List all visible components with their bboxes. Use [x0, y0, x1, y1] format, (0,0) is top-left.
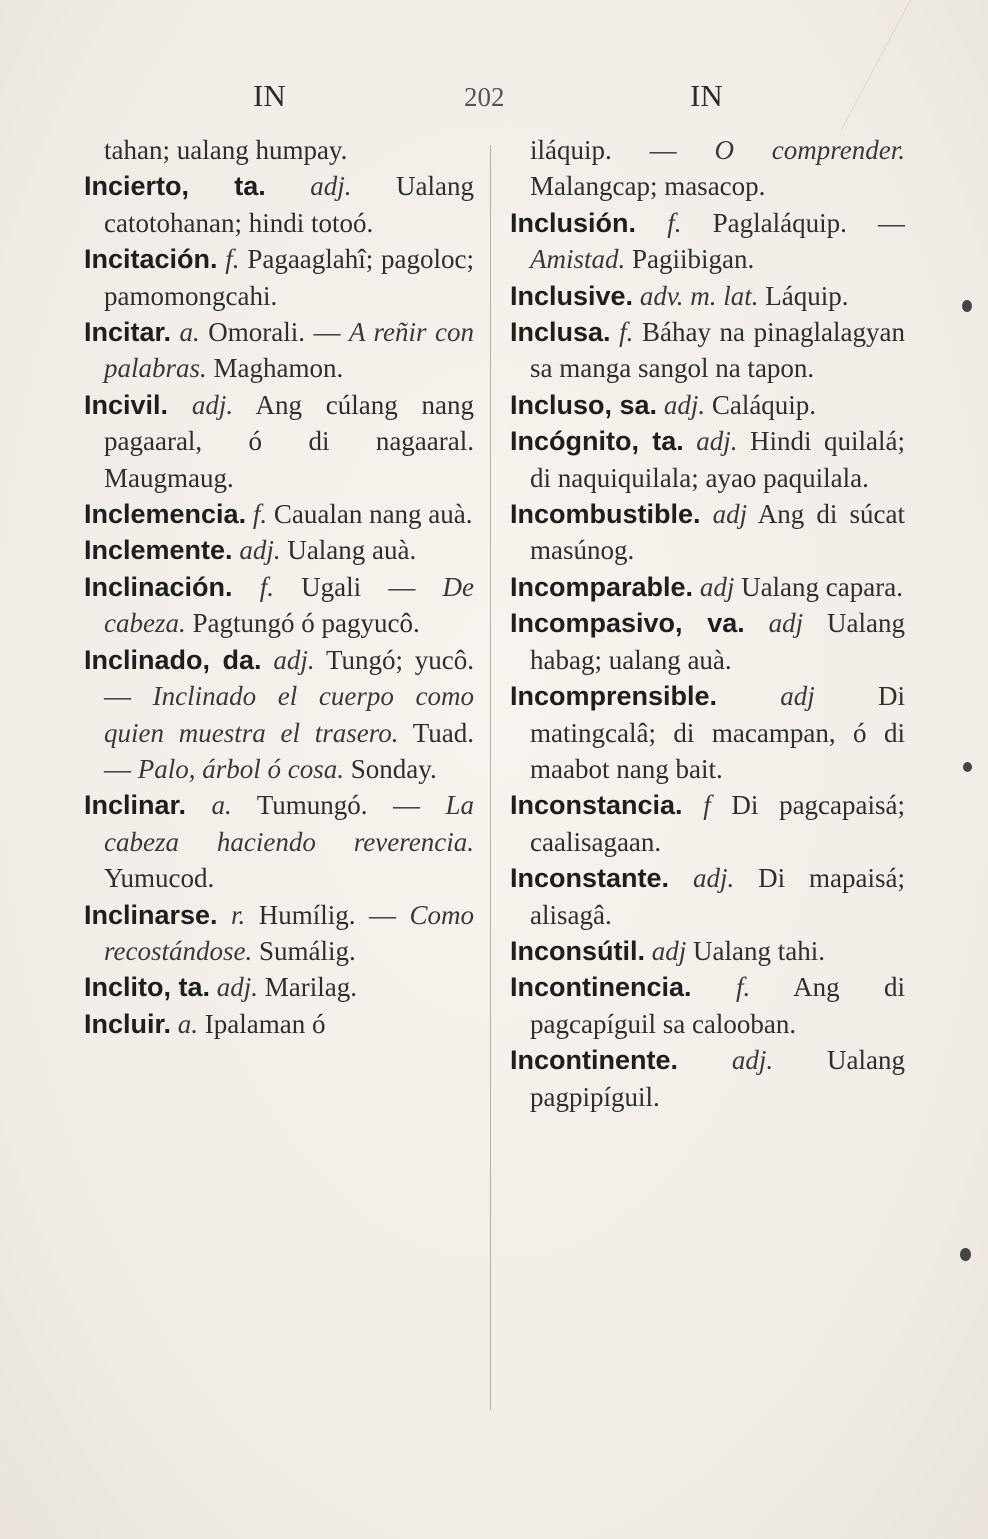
ink-speck: [963, 762, 972, 772]
grammar-tag: adj.: [696, 426, 738, 457]
dictionary-entry: [84, 969, 474, 1005]
dictionary-entry: [510, 314, 905, 387]
headword: Incivil.: [84, 389, 169, 420]
headword: Incontinente.: [510, 1045, 678, 1076]
definition: Di pagcapaisá; caalisagaan.: [530, 790, 906, 857]
column-divider: [490, 145, 491, 1410]
ink-speck: [962, 300, 972, 312]
definition: Di mapaisá; alisagâ.: [530, 863, 906, 930]
definition: Yumucod.: [104, 863, 215, 894]
headword: Inclito, ta.: [84, 972, 211, 1003]
headword: Incompasivo, va.: [510, 608, 745, 639]
grammar-tag: adj.: [310, 171, 352, 202]
dictionary-entry: [510, 860, 905, 933]
headword: Incierto, ta.: [84, 171, 266, 202]
dictionary-entry: [510, 787, 905, 860]
definition: Ualang capara.: [741, 571, 903, 602]
definition: Caualan nang auà.: [273, 499, 473, 530]
grammar-tag: f.: [252, 499, 268, 530]
subsense-italic: La cabeza haciendo reverencia.: [104, 790, 475, 857]
definition: Sonday.: [350, 753, 437, 784]
definition: Ang cúlang nang pagaaral, ó di nagaaral. Maugmaug.: [104, 389, 475, 493]
grammar-tag: f.: [667, 207, 682, 238]
grammar-tag: adj: [768, 608, 804, 639]
headword: Incluir.: [84, 1008, 172, 1039]
dictionary-entry: [84, 897, 474, 970]
definition: Ugali —: [301, 571, 416, 602]
subsense-italic: Como recostándose.: [104, 899, 474, 966]
dictionary-entry: [84, 241, 474, 314]
grammar-tag: adj: [712, 499, 748, 530]
grammar-tag: r.: [231, 899, 246, 930]
grammar-tag: adj.: [663, 389, 706, 420]
definition: Marilag.: [264, 972, 358, 1003]
headword: Inclinarse.: [84, 899, 218, 930]
headword: Incitar.: [84, 317, 172, 348]
headword: Incógnito, ta.: [510, 426, 684, 457]
grammar-tag: adj.: [692, 863, 735, 894]
headword: Inclemencia.: [84, 499, 247, 530]
dictionary-entry: [84, 642, 474, 788]
grammar-tag: f.: [735, 972, 751, 1003]
grammar-tag: adj.: [731, 1045, 774, 1076]
headword: Inconstancia.: [510, 790, 683, 821]
grammar-tag: f: [703, 790, 711, 821]
subsense-italic: De cabeza.: [104, 571, 475, 639]
subsense-italic: Amistad.: [530, 244, 626, 275]
definition: Paglaláquip. —: [712, 207, 906, 238]
subsense-italic: Palo, árbol ó cosa.: [137, 753, 344, 784]
dictionary-entry: [510, 569, 905, 605]
dictionary-entry: [84, 569, 474, 642]
definition: Ipalaman ó: [204, 1008, 326, 1039]
continuation-text: [84, 132, 474, 168]
left-column: [84, 132, 474, 1042]
dictionary-entry: [510, 423, 905, 496]
header-right-guide-word: IN: [690, 78, 723, 113]
subsense-italic: O comprender.: [714, 135, 905, 165]
definition: Ualang catotohanan; hindi totoó.: [104, 171, 475, 238]
grammar-tag: adj: [651, 935, 687, 966]
dictionary-entry: [510, 678, 905, 787]
headword: Incluso, sa.: [510, 389, 658, 420]
headword: Incomparable.: [510, 571, 694, 602]
grammar-tag: adv. m. lat.: [639, 280, 759, 311]
grammar-tag: adj: [699, 571, 735, 602]
definition: Tuad. —: [104, 717, 474, 784]
grammar-tag: adj.: [239, 535, 281, 566]
dictionary-entry: [510, 205, 905, 278]
definition: Malangcap; masacop.: [530, 171, 766, 202]
grammar-tag: a.: [179, 317, 200, 348]
headword: Inclinar.: [84, 790, 187, 821]
dictionary-entry: [510, 387, 905, 423]
definition: Ualang habag; ualang auà.: [530, 608, 905, 675]
dictionary-entry: [510, 278, 905, 314]
definition: Tungó; yucô. —: [104, 644, 475, 712]
page-number: 202: [464, 82, 505, 112]
definition: Pagaaglahî; pagoloc; pamomongcahi.: [104, 244, 475, 311]
definition: Hindi quilalá; di naquiquilala; ayao paquilala.: [530, 426, 905, 493]
continuation-text: [510, 132, 905, 205]
right-column: [510, 132, 905, 1115]
dictionary-entry: [84, 496, 474, 532]
header-left-guide-word: IN: [253, 78, 286, 113]
subsense-italic: Inclinado el cuerpo como quien muestra el trasero.: [104, 681, 475, 748]
definition: Láquip.: [765, 280, 849, 311]
dictionary-entry: [510, 1042, 905, 1115]
grammar-tag: adj.: [216, 972, 259, 1003]
headword: Inclemente.: [84, 535, 233, 566]
dictionary-entry: [84, 314, 474, 387]
definition: Ang di pagcapíguil sa calooban.: [530, 972, 906, 1039]
definition: Humílig. —: [258, 899, 397, 930]
headword: Inconsútil.: [510, 935, 645, 966]
grammar-tag: f.: [225, 244, 240, 275]
dictionary-entry: [510, 969, 905, 1042]
definition: Omorali. —: [208, 317, 341, 348]
continuation-line: tahan; ualang humpay.: [104, 135, 348, 165]
ink-speck: [960, 1248, 971, 1261]
headword: Inclusión.: [510, 207, 637, 238]
dictionary-entry: [510, 933, 905, 969]
definition: Maghamon.: [213, 353, 344, 384]
grammar-tag: f.: [259, 571, 274, 602]
definition: Pagtungó ó pagyucô.: [192, 608, 420, 639]
definition: Báhay na pinaglalagyan sa manga sangol na tapon.: [530, 317, 906, 384]
definition: Ualang pagpipíguil.: [530, 1045, 906, 1112]
grammar-tag: adj.: [273, 644, 315, 675]
dictionary-entry: [510, 605, 905, 678]
definition: Tumungó. —: [256, 790, 421, 821]
subsense-italic: A reñir con palabras.: [104, 317, 475, 384]
grammar-tag: adj.: [191, 389, 234, 420]
definition: Caláquip.: [711, 389, 817, 420]
definition: Di matingcalâ; di macampan, ó di maabot nang bait.: [530, 681, 906, 784]
headword: Incombustible.: [510, 499, 701, 530]
grammar-tag: a.: [211, 790, 232, 821]
grammar-tag: adj: [780, 681, 815, 712]
headword: Incontinencia.: [510, 972, 692, 1003]
headword: Inclusa.: [510, 317, 611, 348]
dictionary-entry: [84, 1006, 474, 1042]
definition: Ang di súcat masúnog.: [530, 499, 905, 566]
headword: Inclusive.: [510, 280, 634, 311]
page-header: [0, 78, 988, 122]
dictionary-entry: [84, 532, 474, 568]
headword: Incomprensible.: [510, 681, 718, 712]
continuation-line: iláquip. —: [530, 135, 677, 165]
headword: Inclinación.: [84, 571, 233, 602]
definition: Ualang auà.: [287, 535, 417, 566]
definition: Pagiibigan.: [632, 244, 755, 275]
definition: Sumálig.: [258, 935, 356, 966]
grammar-tag: a.: [177, 1008, 199, 1039]
headword: Inclinado, da.: [84, 644, 262, 675]
dictionary-entry: [84, 168, 474, 241]
headword: Inconstante.: [510, 863, 670, 894]
headword: Incitación.: [84, 244, 218, 275]
dictionary-entry: [84, 787, 474, 896]
grammar-tag: f.: [619, 317, 634, 348]
definition: Ualang tahi.: [693, 935, 825, 966]
dictionary-entry: [510, 496, 905, 569]
dictionary-entry: [84, 387, 474, 496]
